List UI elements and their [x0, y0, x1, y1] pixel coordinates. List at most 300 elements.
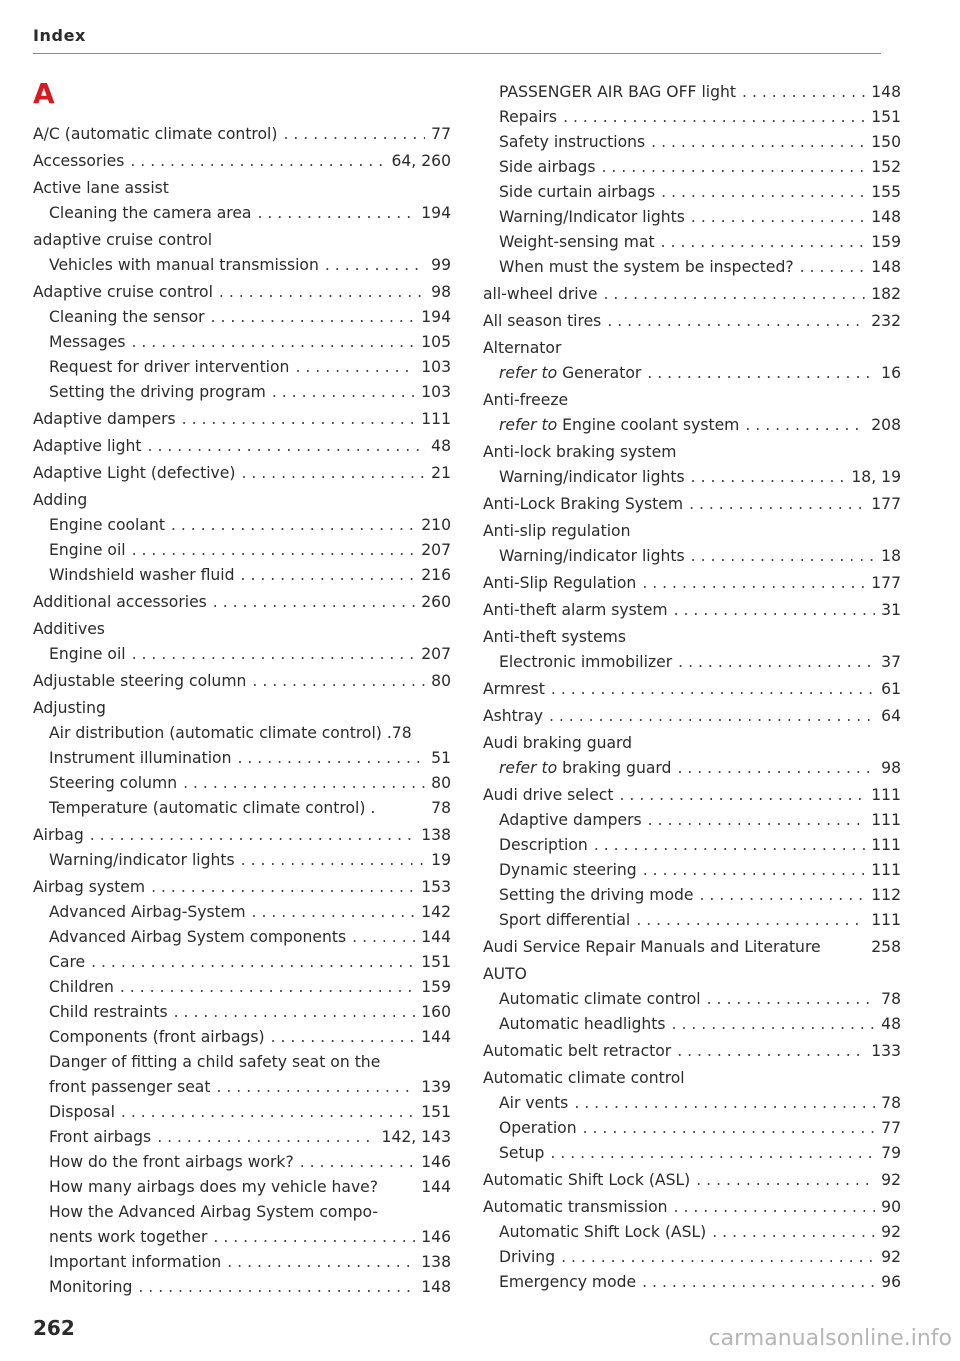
leader-dots [672, 1012, 876, 1037]
index-entry [483, 465, 901, 490]
index-term-text: Automatic Shift Lock (ASL) [483, 1171, 691, 1189]
page-header-title: Index [33, 26, 86, 45]
index-term [499, 1091, 568, 1116]
index-term [499, 130, 645, 155]
leader-dots [132, 538, 416, 563]
index-entry [483, 544, 901, 569]
index-entry [33, 1075, 451, 1100]
index-entry [33, 642, 451, 667]
index-page-ref: 208 [871, 416, 901, 434]
index-term [49, 330, 125, 355]
index-entry [33, 950, 451, 975]
index-page-ref: 96 [881, 1273, 901, 1291]
index-term [33, 434, 142, 459]
index-page-ref: 78 [881, 990, 901, 1008]
index-entry [483, 361, 901, 386]
index-term [49, 1000, 168, 1025]
index-heading: AUTO [483, 965, 527, 983]
index-entry [33, 746, 451, 771]
index-term [499, 908, 630, 933]
index-page-ref: 142, 143 [381, 1128, 451, 1146]
index-term [483, 677, 545, 702]
index-term [483, 309, 601, 334]
index-term [483, 935, 821, 960]
index-term-text: Automatic climate control [499, 990, 701, 1008]
index-term-text: Armrest [483, 680, 545, 698]
index-page-ref: 260 [421, 593, 451, 611]
index-page-ref: 182 [871, 285, 901, 303]
index-term [33, 875, 145, 900]
index-page-ref: 111 [871, 811, 901, 829]
index-entry [483, 935, 901, 960]
index-entry [483, 1141, 901, 1166]
index-page-ref: 216 [421, 566, 451, 584]
index-page-ref: 207 [421, 541, 451, 559]
index-heading: Anti-lock braking system [483, 443, 677, 461]
index-column-right [483, 80, 901, 1295]
index-page-ref: 194 [421, 308, 451, 326]
index-page-ref: 133 [871, 1042, 901, 1060]
index-page-ref: 151 [871, 108, 901, 126]
leader-dots [241, 563, 416, 588]
index-entry [33, 201, 451, 226]
index-term-text: Important information [49, 1253, 222, 1271]
index-page-ref: 92 [881, 1223, 901, 1241]
index-term-text: Setting the driving program [49, 383, 266, 401]
leader-dots [271, 1025, 416, 1050]
index-term [499, 833, 588, 858]
index-entry [483, 155, 901, 180]
index-term-text: Advanced Airbag System components [49, 928, 347, 946]
index-entry [33, 380, 451, 405]
index-term [483, 1195, 668, 1220]
leader-dots [678, 650, 875, 675]
index-term [499, 883, 694, 908]
index-term [49, 253, 319, 278]
index-term-text: Engine coolant system [562, 416, 740, 434]
index-term-text: Temperature (automatic climate control) . [49, 799, 376, 817]
index-page-ref: 98 [881, 759, 901, 777]
leader-dots [550, 1141, 875, 1166]
index-term [49, 305, 205, 330]
index-term-text: Engine coolant [49, 516, 165, 534]
index-entry [483, 650, 901, 675]
index-page-ref: 79 [881, 1144, 901, 1162]
index-term-text: Setting the driving mode [499, 886, 694, 904]
index-term [483, 704, 543, 729]
index-term-text: Warning/Indicator lights [499, 208, 685, 226]
leader-dots [237, 746, 425, 771]
index-term [49, 380, 266, 405]
index-entry [33, 305, 451, 330]
index-term [483, 282, 597, 307]
leader-dots [603, 282, 865, 307]
index-term [483, 1168, 690, 1193]
index-term [49, 1275, 132, 1300]
index-entry [33, 513, 451, 538]
index-entry [33, 900, 451, 925]
index-page-ref: 64 [881, 707, 901, 725]
index-term-text: Adjustable steering column [33, 672, 247, 690]
index-entry [483, 130, 901, 155]
index-entry [483, 230, 901, 255]
index-term-text: Warning/indicator lights [499, 547, 685, 565]
index-heading: Audi braking guard [483, 734, 633, 752]
index-page-ref: 103 [421, 358, 451, 376]
index-entry [33, 1150, 451, 1175]
index-term-text: Children [49, 978, 114, 996]
index-entry [33, 975, 451, 1000]
index-heading: Anti-slip regulation [483, 522, 631, 540]
index-term [499, 1220, 706, 1245]
index-entry [33, 875, 451, 900]
leader-dots [183, 771, 425, 796]
index-term [483, 571, 636, 596]
index-heading: Adjusting [33, 699, 106, 717]
leader-dots [574, 1091, 875, 1116]
index-term-text: Audi Service Repair Manuals and Literature [483, 938, 821, 956]
leader-dots [691, 465, 846, 490]
index-entry [33, 330, 451, 355]
index-entry [483, 309, 901, 334]
index-list-left [33, 122, 451, 1300]
index-page-ref: 160 [421, 1003, 451, 1021]
index-term [499, 180, 655, 205]
index-term-text: Repairs [499, 108, 558, 126]
leader-dots [120, 975, 415, 1000]
section-letter: A [33, 77, 55, 110]
leader-dots [121, 1100, 415, 1125]
index-page-ref: 37 [881, 653, 901, 671]
index-term-text: Cleaning the camera area [49, 204, 252, 222]
leader-dots [138, 1275, 415, 1300]
index-page-ref: 111 [871, 861, 901, 879]
index-term-text: Request for driver intervention [49, 358, 290, 376]
index-term [49, 900, 246, 925]
index-page-ref: 105 [421, 333, 451, 351]
index-term [49, 848, 235, 873]
index-term [49, 1150, 294, 1175]
index-entry [483, 677, 901, 702]
leader-dots [745, 413, 865, 438]
index-page-ref: 77 [431, 125, 451, 143]
index-page-ref: 64, 260 [391, 152, 451, 170]
leader-dots [691, 544, 876, 569]
index-entry [33, 1250, 451, 1275]
see-reference: refer to [499, 416, 558, 434]
leader-dots [213, 1225, 415, 1250]
index-term [49, 563, 235, 588]
index-term-text: Generator [562, 364, 642, 382]
index-entry [33, 1175, 451, 1200]
leader-dots [620, 783, 866, 808]
leader-dots [257, 201, 415, 226]
index-term [499, 756, 671, 781]
index-page-ref: 103 [421, 383, 451, 401]
index-entry [483, 105, 901, 130]
index-page-ref: 194 [421, 204, 451, 222]
index-page-ref: 151 [421, 953, 451, 971]
index-heading: Active lane assist [33, 179, 169, 197]
index-term [49, 538, 126, 563]
leader-dots [151, 875, 415, 900]
leader-dots [712, 1220, 875, 1245]
index-page-ref: 146 [421, 1153, 451, 1171]
index-term-text: Adaptive dampers [499, 811, 642, 829]
index-page-ref: 144 [421, 928, 451, 946]
leader-dots [594, 833, 865, 858]
index-entry [33, 1225, 451, 1250]
leader-dots [325, 253, 425, 278]
leader-dots [677, 1039, 865, 1064]
index-term-text: Air vents [499, 1094, 569, 1112]
index-heading: Air distribution (automatic climate control) .78 [49, 724, 412, 742]
index-page-ref: 18 [881, 547, 901, 565]
leader-dots [677, 756, 875, 781]
leader-dots [295, 355, 415, 380]
index-term [499, 205, 685, 230]
index-term [499, 858, 637, 883]
index-page-ref: 21 [431, 464, 451, 482]
leader-dots [252, 669, 425, 694]
leader-dots [674, 598, 876, 623]
index-term [33, 149, 124, 174]
index-term [499, 808, 642, 833]
index-term [49, 925, 346, 950]
index-page-ref: 78 [881, 1094, 901, 1112]
index-entry [33, 925, 451, 950]
leader-dots [642, 571, 865, 596]
leader-dots [742, 80, 865, 105]
leader-dots [583, 1116, 876, 1141]
index-term-text: Setup [499, 1144, 545, 1162]
index-term [49, 771, 177, 796]
leader-dots [90, 823, 415, 848]
index-page-ref: 111 [871, 911, 901, 929]
leader-dots [661, 180, 865, 205]
index-entry [483, 598, 901, 623]
leader-dots [219, 280, 425, 305]
index-entry [33, 1125, 451, 1150]
index-term-text: Cleaning the sensor [49, 308, 205, 326]
index-term [483, 598, 668, 623]
index-entry [483, 492, 901, 517]
leader-dots [563, 105, 865, 130]
index-page-ref: 98 [431, 283, 451, 301]
leader-dots [213, 590, 415, 615]
index-term-text: Automatic Shift Lock (ASL) [499, 1223, 707, 1241]
page-number: 262 [33, 1316, 75, 1340]
index-page-ref: 80 [431, 672, 451, 690]
index-entry [33, 434, 451, 459]
index-page-ref: 177 [871, 574, 901, 592]
index-entry [483, 704, 901, 729]
index-page-ref: 92 [881, 1248, 901, 1266]
index-entry [483, 858, 901, 883]
index-term [49, 355, 289, 380]
index-page-ref: 138 [421, 1253, 451, 1271]
index-entry [483, 180, 901, 205]
leader-dots [283, 122, 425, 147]
index-term [499, 361, 641, 386]
index-page-ref: 90 [881, 1198, 901, 1216]
index-term-text: Ashtray [483, 707, 543, 725]
index-term-text: A/C (automatic climate control) [33, 125, 278, 143]
index-term-text: Electronic immobilizer [499, 653, 673, 671]
index-heading: Alternator [483, 339, 562, 357]
index-term-text: Accessories [33, 152, 125, 170]
index-page-ref: 111 [421, 410, 451, 428]
index-heading: Automatic climate control [483, 1069, 685, 1087]
index-term-text: Description [499, 836, 588, 854]
index-entry [33, 1100, 451, 1125]
index-term-text: Weight-sensing mat [499, 233, 655, 251]
leader-dots [707, 987, 876, 1012]
index-page-ref: 80 [431, 774, 451, 792]
leader-dots [148, 434, 426, 459]
leader-dots [661, 230, 866, 255]
index-page-ref: 51 [431, 749, 451, 767]
leader-dots [91, 950, 415, 975]
index-page-ref: 48 [881, 1015, 901, 1033]
index-column-left [33, 77, 451, 1300]
index-term [499, 1270, 636, 1295]
index-entry [33, 669, 451, 694]
index-entry [483, 883, 901, 908]
index-term-text: Anti-Lock Braking System [483, 495, 684, 513]
index-term [49, 513, 165, 538]
index-term-text: Warning/indicator lights [49, 851, 235, 869]
leader-dots [551, 677, 875, 702]
index-entry [33, 796, 451, 821]
index-heading: Additives [33, 620, 105, 638]
leader-dots [636, 908, 865, 933]
index-page-ref: 155 [871, 183, 901, 201]
index-term-text: Engine oil [49, 541, 126, 559]
index-entry [483, 987, 901, 1012]
leader-dots [643, 858, 866, 883]
leader-dots [674, 1195, 876, 1220]
leader-dots [689, 492, 865, 517]
index-term-text: Adaptive dampers [33, 410, 176, 428]
index-term-text: Audi drive select [483, 786, 614, 804]
index-entry [33, 280, 451, 305]
index-term [499, 413, 739, 438]
index-term [483, 783, 614, 808]
index-page-ref: 148 [871, 258, 901, 276]
index-term-text: All season tires [483, 312, 602, 330]
index-entry [483, 1270, 901, 1295]
index-page-ref: 210 [421, 516, 451, 534]
index-term-text: Anti-theft alarm system [483, 601, 668, 619]
index-term [499, 1116, 577, 1141]
leader-dots [651, 130, 865, 155]
index-entry [33, 122, 451, 147]
index-heading: Anti-theft systems [483, 628, 627, 646]
index-page-ref: 16 [881, 364, 901, 382]
index-entry [483, 808, 901, 833]
index-term [33, 407, 176, 432]
leader-dots [272, 380, 415, 405]
index-term [49, 950, 85, 975]
leader-dots [241, 848, 426, 873]
leader-dots [696, 1168, 875, 1193]
index-term [49, 746, 231, 771]
leader-dots [131, 330, 415, 355]
index-list-right [483, 80, 901, 1295]
index-term-text: Monitoring [49, 1278, 133, 1296]
leader-dots [227, 1250, 415, 1275]
index-term-text: Automatic transmission [483, 1198, 668, 1216]
index-entry [33, 149, 451, 174]
index-term-text: Safety instructions [499, 133, 646, 151]
index-term-text: Adaptive cruise control [33, 283, 213, 301]
leader-dots [549, 704, 875, 729]
index-term-text: Adaptive Light (defective) [33, 464, 236, 482]
index-page-ref: 77 [881, 1119, 901, 1137]
index-term-text: How many airbags does my vehicle have? [49, 1178, 379, 1196]
index-term-text: all-wheel drive [483, 285, 598, 303]
index-term [499, 465, 685, 490]
index-term [499, 80, 736, 105]
index-term [499, 255, 794, 280]
index-term-text: Driving [499, 1248, 556, 1266]
index-page-ref: 99 [431, 256, 451, 274]
index-term [499, 155, 595, 180]
index-page-ref: 144 [421, 1028, 451, 1046]
leader-dots [132, 642, 416, 667]
leader-dots [700, 883, 866, 908]
index-entry [33, 848, 451, 873]
leader-dots [561, 1245, 875, 1270]
index-term [499, 650, 672, 675]
index-entry [483, 1012, 901, 1037]
leader-dots [171, 513, 415, 538]
index-term [499, 1141, 544, 1166]
leader-dots [216, 1075, 415, 1100]
index-entry [33, 355, 451, 380]
index-entry [33, 563, 451, 588]
header-divider [33, 53, 881, 54]
index-term-text: Messages [49, 333, 126, 351]
index-page-ref: 148 [871, 208, 901, 226]
index-entry [483, 413, 901, 438]
leader-dots [300, 1150, 416, 1175]
leader-dots [130, 149, 385, 174]
index-heading: Anti-freeze [483, 391, 569, 409]
index-entry [33, 253, 451, 278]
index-entry [483, 1168, 901, 1193]
index-term-text: Airbag [33, 826, 84, 844]
leader-dots [601, 155, 865, 180]
index-page-ref: 19 [431, 851, 451, 869]
index-term [49, 1075, 210, 1100]
index-term [483, 492, 683, 517]
index-term-text: Anti-Slip Regulation [483, 574, 637, 592]
index-entry [483, 1116, 901, 1141]
index-page-ref: 31 [881, 601, 901, 619]
index-term [33, 461, 235, 486]
index-entry [33, 1275, 451, 1300]
index-term-text: Dynamic steering [499, 861, 637, 879]
leader-dots [800, 255, 866, 280]
index-term-text: Instrument illumination [49, 749, 232, 767]
index-term [49, 975, 114, 1000]
leader-dots [174, 1000, 416, 1025]
index-term [49, 1125, 151, 1150]
index-term [499, 544, 685, 569]
index-entry [483, 833, 901, 858]
